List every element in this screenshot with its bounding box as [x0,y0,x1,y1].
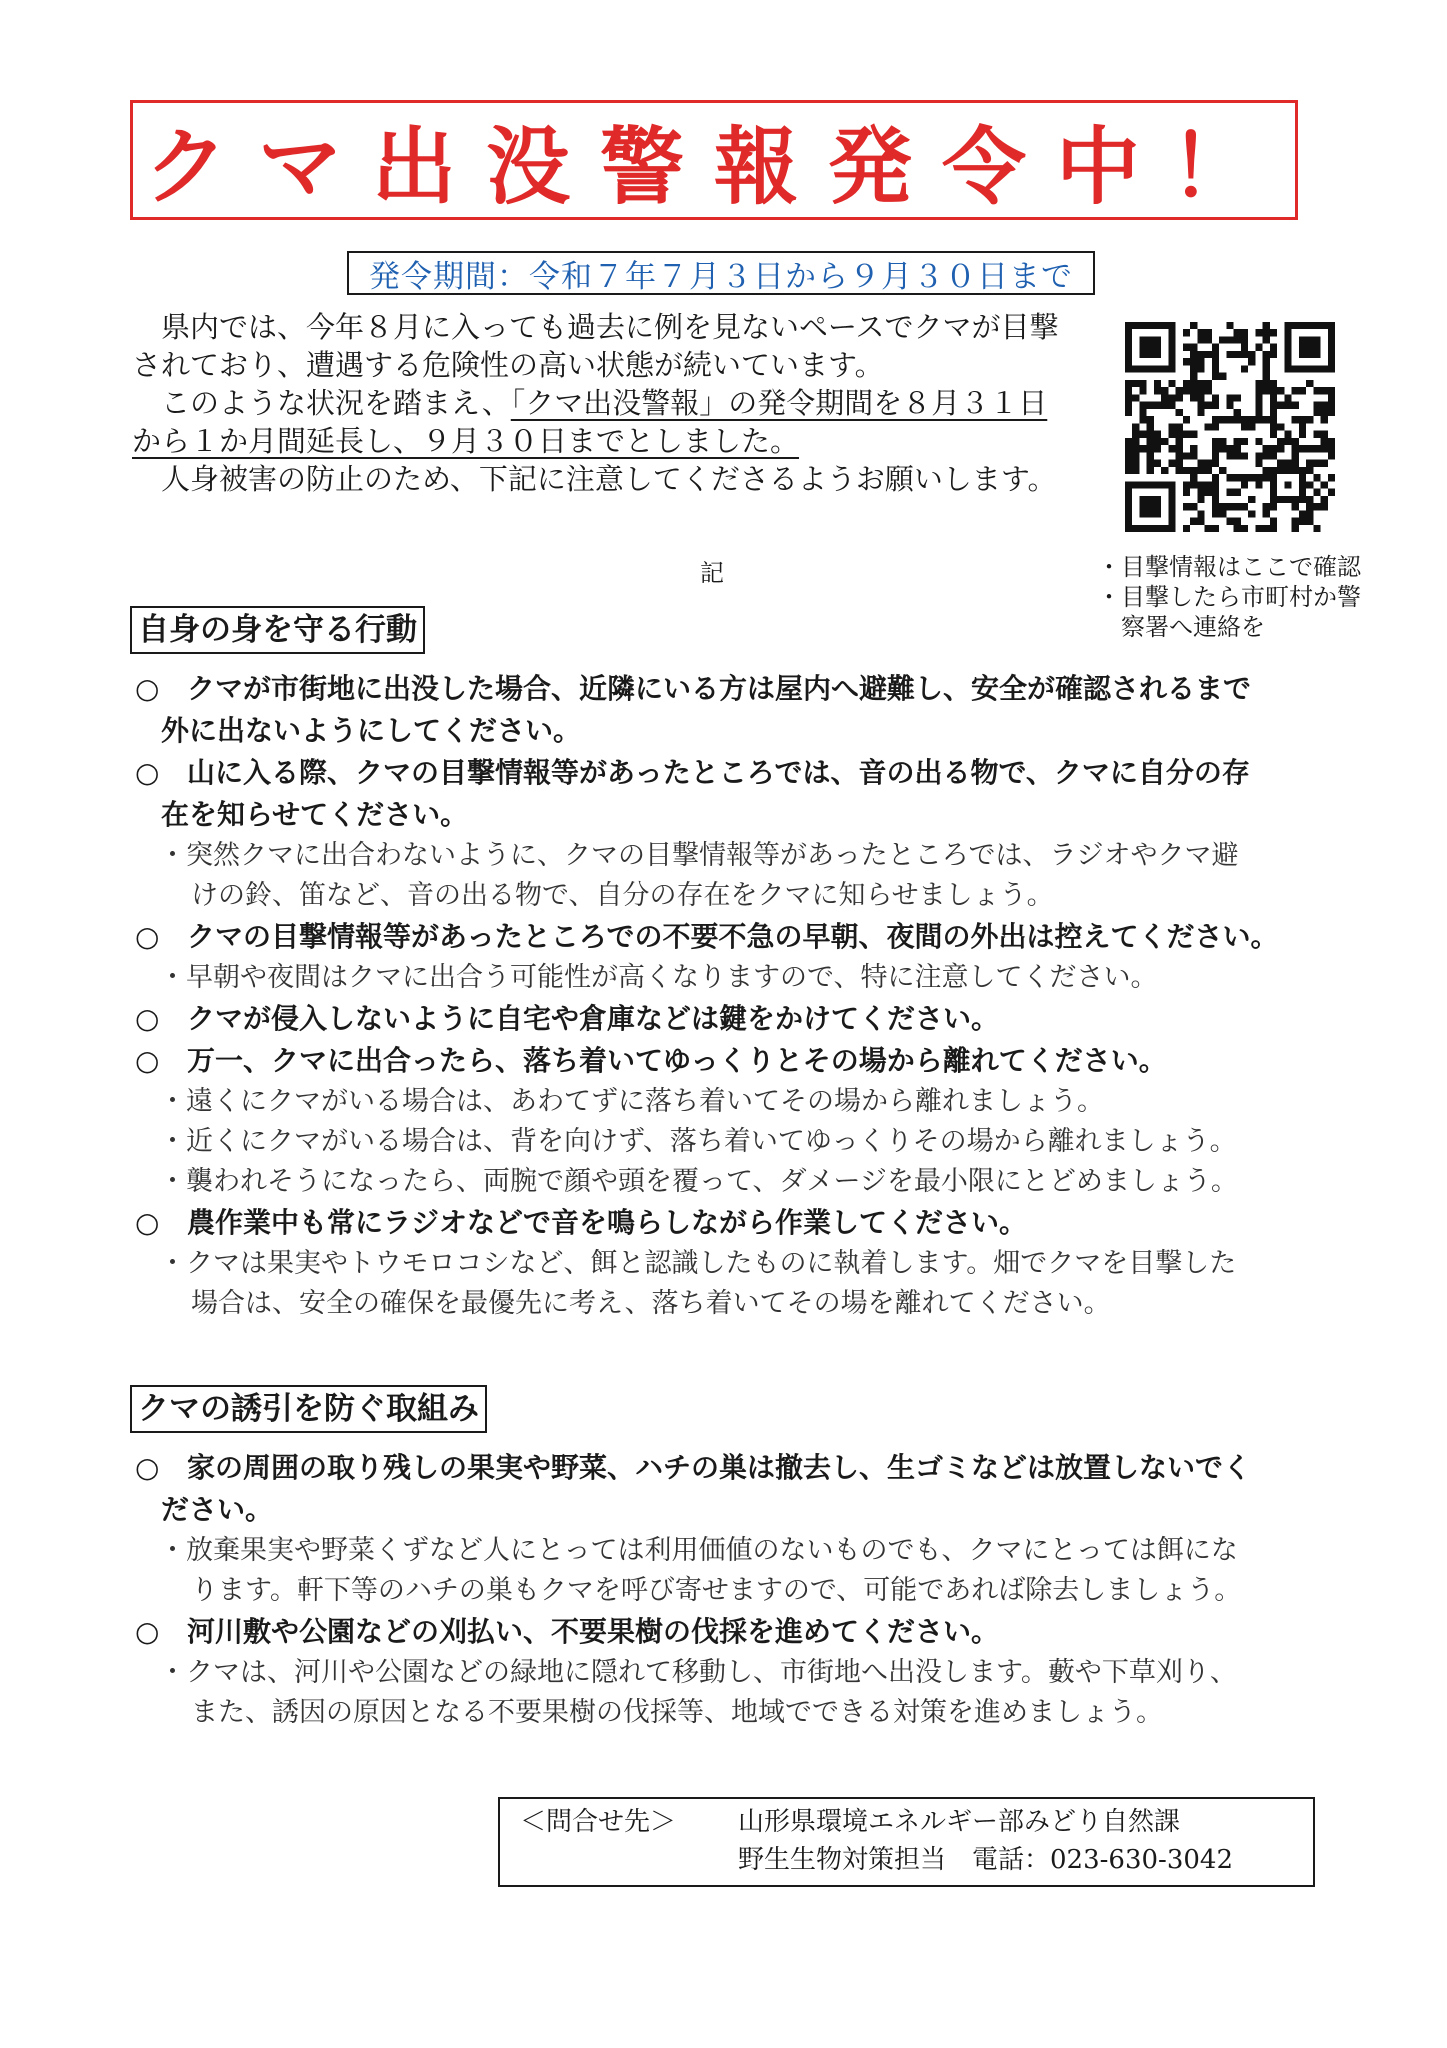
intro-line: されており、遭遇する危険性の高い状態が続いています。 [132,348,884,382]
circle-bullet-icon: ○ [135,672,160,705]
attraction-prevention-list [135,1447,1320,1733]
sub-item [135,1531,1320,1611]
item-text: クマが市街地に出没した場合、近隣にいる方は屋内へ避難し、安全が確認されるまで [187,672,1252,705]
item-text: 外に出ないようにしてください。 [161,714,582,747]
list-item [135,1447,1320,1531]
circle-bullet-icon: ○ [135,1206,160,1239]
item-text: 農作業中も常にラジオなどで音を鳴らしながら作業してください。 [187,1206,1028,1239]
circle-bullet-icon: ○ [135,1451,160,1484]
sub-item [135,1653,1320,1733]
issuance-period: 発令期間：令和７年７月３日から９月３０日まで [347,251,1095,295]
intro-line: から１か月間延長し、９月３０日までとしました。 [132,424,800,458]
section-heading-attraction-prevention: クマの誘引を防ぐ取組み [130,1385,487,1433]
circle-bullet-icon: ○ [135,1044,160,1077]
alert-title: クマ出没警報発令中！ [143,117,1284,216]
intro-text [132,308,1077,498]
item-text: ださい。 [161,1493,274,1526]
sub-item-text: ・放棄果実や野菜くずなど人にとっては利用価値のないものでも、クマにとっては餌にな [159,1535,1238,1566]
item-text: 山に入る際、クマの目撃情報等があったところでは、音の出る物で、クマに自分の存 [187,756,1250,789]
contact-box [498,1797,1315,1887]
circle-bullet-icon: ○ [135,1002,160,1035]
list-item [135,1040,1320,1082]
list-item [135,1611,1320,1653]
sub-item-text: ・突然クマに出合わないように、クマの目撃情報等があったところでは、ラジオやクマ避 [159,840,1239,871]
item-text: 河川敷や公園などの刈払い、不要果樹の伐採を進めてください。 [187,1615,1000,1648]
item-text: 家の周囲の取り残しの果実や野菜、ハチの巣は撤去し、生ゴミなどは放置しないでく [187,1451,1252,1484]
sub-item-text: ・クマは果実やトウモロコシなど、餌と認識したものに執着します。畑でクマを目撃した [159,1248,1237,1279]
sub-item [135,958,1320,998]
contact-phone: 野生生物対策担当 電話：023-630-3042 [738,1845,1233,1875]
sub-item-text: ・襲われそうになったら、両腕で顔や頭を覆って、ダメージを最小限にとどめましょう。 [159,1166,1238,1197]
alert-title-box [130,100,1298,220]
sub-item-text: 場合は、安全の確保を最優先に考え、落ち着いてその場を離れてください。 [191,1288,1111,1319]
sub-item-text: ・遠くにクマがいる場合は、あわてずに落ち着いてその場から離れましょう。 [159,1086,1104,1117]
self-protection-list [135,668,1320,1324]
list-item [135,752,1320,836]
qr-note: ・目撃情報はここで確認 [1097,553,1361,581]
sub-item-text: ・クマは、河川や公園などの緑地に隠れて移動し、市街地へ出没します。藪や下草刈り、 [159,1657,1237,1688]
qr-code[interactable] [1125,322,1335,532]
section-heading-self-protection: 自身の身を守る行動 [130,606,425,654]
item-text: クマの目撃情報等があったところでの不要不急の早朝、夜間の外出は控えてください。 [187,920,1279,953]
intro-line: このような状況を踏まえ、「クマ出没警報」の発令期間を８月３１日 [132,386,1048,420]
sub-item [135,1082,1320,1122]
sub-item-text: ・近くにクマがいる場合は、背を向けず、落ち着いてゆっくりその場から離れましょう。 [159,1126,1237,1157]
sub-item-text: ります。軒下等のハチの巣もクマを呼び寄せますので、可能であれば除去しましょう。 [191,1575,1242,1606]
circle-bullet-icon: ○ [135,920,160,953]
intro-line: 人身被害の防止のため、下記に注意してくださるようお願いします。 [132,462,1057,496]
sub-item [135,836,1320,916]
intro-line: 県内では、今年８月に入っても過去に例を見ないペースでクマが目撃 [132,310,1059,344]
sub-item [135,1244,1320,1324]
sub-item-text: けの鈴、笛など、音の出る物で、自分の存在をクマに知らせましょう。 [191,880,1054,911]
qr-note: 察署へ連絡を [1097,613,1265,641]
list-item [135,916,1320,958]
contact-label: ＜問合せ先＞ [520,1807,677,1837]
circle-bullet-icon: ○ [135,1615,160,1648]
sub-item [135,1122,1320,1162]
sub-item [135,1162,1320,1202]
list-item [135,998,1320,1040]
item-text: 在を知らせてください。 [161,798,469,831]
qr-notes [1097,552,1377,642]
list-item [135,1202,1320,1244]
contact-org: 山形県環境エネルギー部みどり自然課 [738,1807,1181,1837]
sub-item-text: ・早朝や夜間はクマに出合う可能性が高くなりますので、特に注意してください。 [159,962,1158,993]
ki-marker: 記 [700,559,724,587]
item-text: クマが侵入しないように自宅や倉庫などは鍵をかけてください。 [187,1002,1000,1035]
list-item [135,668,1320,752]
sub-item-text: また、誘因の原因となる不要果樹の伐採等、地域でできる対策を進めましょう。 [191,1697,1163,1728]
qr-note: ・目撃したら市町村か警 [1097,583,1361,611]
item-text: 万一、クマに出合ったら、落ち着いてゆっくりとその場から離れてください。 [187,1044,1167,1077]
circle-bullet-icon: ○ [135,756,160,789]
